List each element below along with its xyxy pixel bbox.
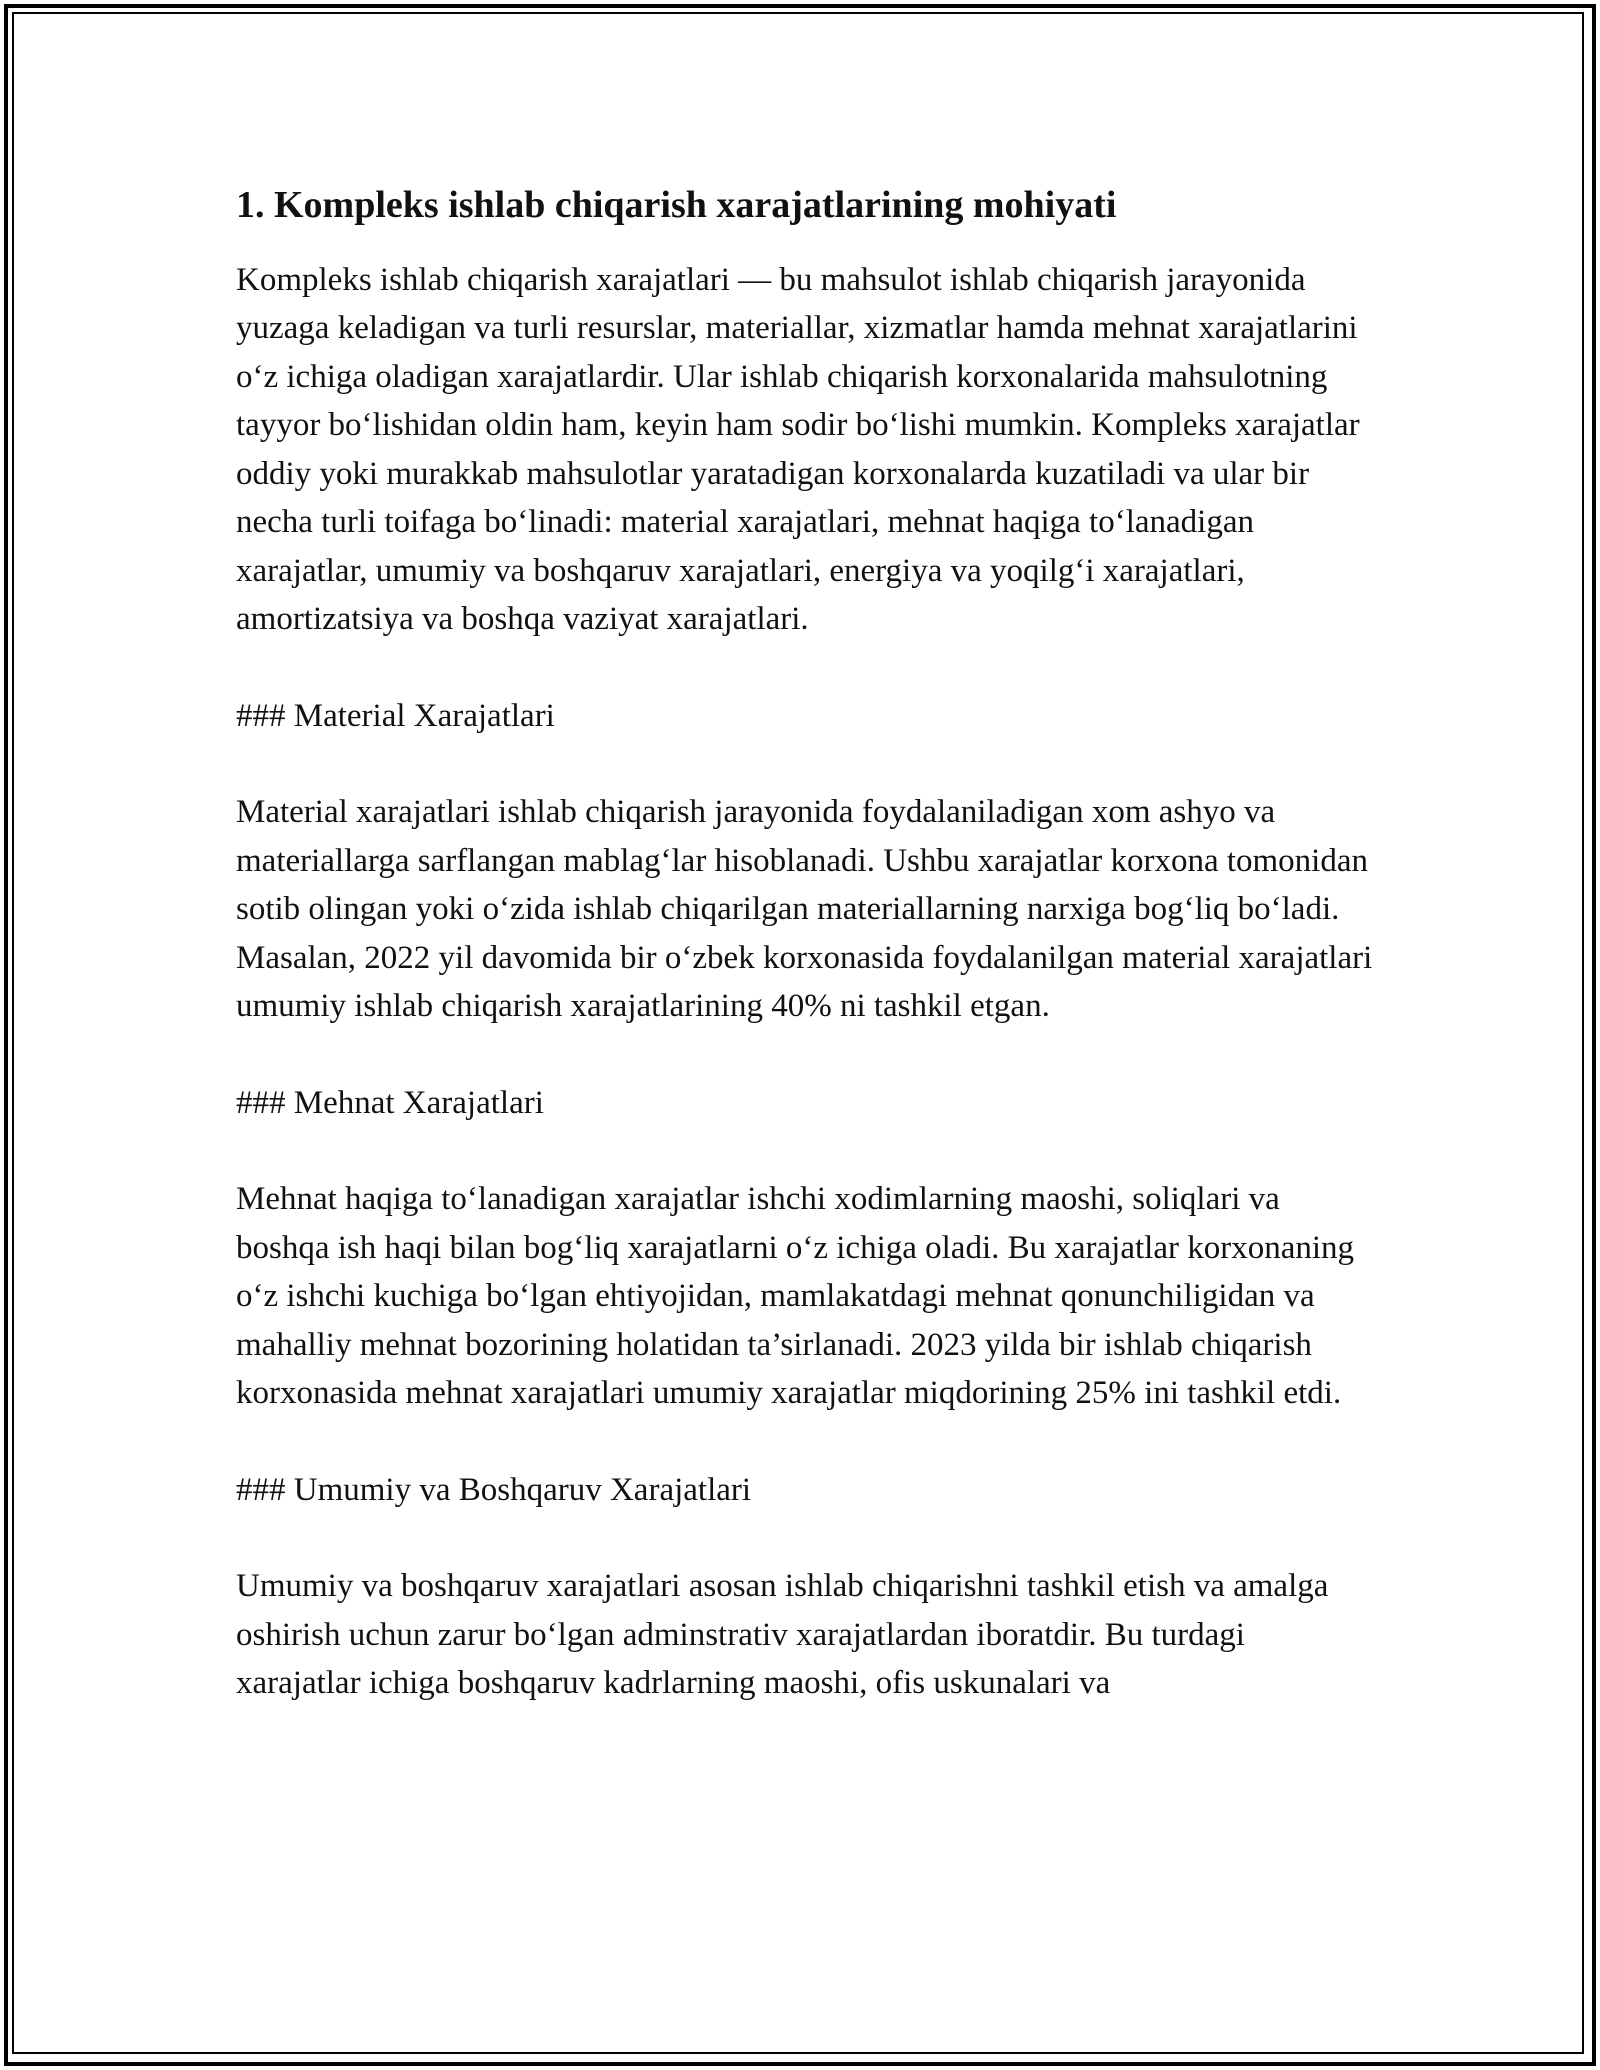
section-body-material: Material xarajatlari ishlab chiqarish jarayonida foydalaniladigan xom ashyo va materiallarga sarflangan mablag‘lar hisoblanadi. Ushbu xarajatlar korxona tomonidan sotib olingan yoki o‘zida ishlab chiqarilgan materiallarning narxiga bog‘liq bo‘ladi. Masalan, 2022 yil davomida bir o‘zbek korxonasida foydalanilgan material xarajatlari umumiy ishlab chiqarish xarajatlarining 40% ni tashkil etgan.: [236, 794, 1373, 1024]
spacer: [236, 1127, 1376, 1175]
section-body-umumiy: Umumiy va boshqaruv xarajatlari asosan ishlab chiqarishni tashkil etish va amalga oshirish uchun zarur bo‘lgan adminstrativ xarajatlardan iboratdir. Bu turdagi xarajatlar ichiga boshqaruv kadrlarning maoshi, ofis uskunalari va: [236, 1568, 1329, 1701]
section-heading-mehnat: ### Mehnat Xarajatlari: [236, 1084, 544, 1121]
spacer: [236, 644, 1376, 692]
section-heading-material: ### Material Xarajatlari: [236, 697, 555, 734]
spacer: [236, 1031, 1376, 1079]
document-body: [236, 182, 1376, 1708]
intro-paragraph: Kompleks ishlab chiqarish xarajatlari — bu mahsulot ishlab chiqarish jarayonida yuzaga keladigan va turli resurslar, materiallar, xizmatlar hamda mehnat xarajatlarini o‘z ichiga oladigan xarajatlardir. Ular ishlab chiqarish korxonalarida mahsulotning tayyor bo‘lishidan oldin ham, keyin ham sodir bo‘lishi mumkin. Kompleks xarajatlar oddiy yoki murakkab mahsulotlar yaratadigan korxonalarda kuzatiladi va ular bir necha turli toifaga bo‘linadi: material xarajatlari, mehnat haqiga to‘lanadigan xarajatlar, umumiy va boshqaruv xarajatlari, energiya va yoqilg‘i xarajatlari, amortizatsiya va boshqa vaziyat xarajatlari.: [236, 261, 1360, 637]
spacer: [236, 1514, 1376, 1562]
spacer: [236, 740, 1376, 788]
section-body-mehnat: Mehnat haqiga to‘lanadigan xarajatlar ishchi xodimlarning maoshi, soliqlari va boshqa ish haqi bilan bog‘liq xarajatlarni o‘z ichiga oladi. Bu xarajatlar korxonaning o‘z ishchi kuchiga bo‘lgan ehtiyojidan, mamlakatdagi mehnat qonunchiligidan va mahalliy mehnat bozorining holatidan ta’sirlanadi. 2023 yilda bir ishlab chiqarish korxonasida mehnat xarajatlari umumiy xarajatlar miqdorining 25% ini tashkil etdi.: [236, 1181, 1355, 1411]
document-title: 1. Kompleks ishlab chiqarish xarajatlarining mohiyati: [236, 184, 1117, 226]
section-heading-umumiy: ### Umumiy va Boshqaruv Xarajatlari: [236, 1471, 752, 1508]
spacer: [236, 1418, 1376, 1466]
